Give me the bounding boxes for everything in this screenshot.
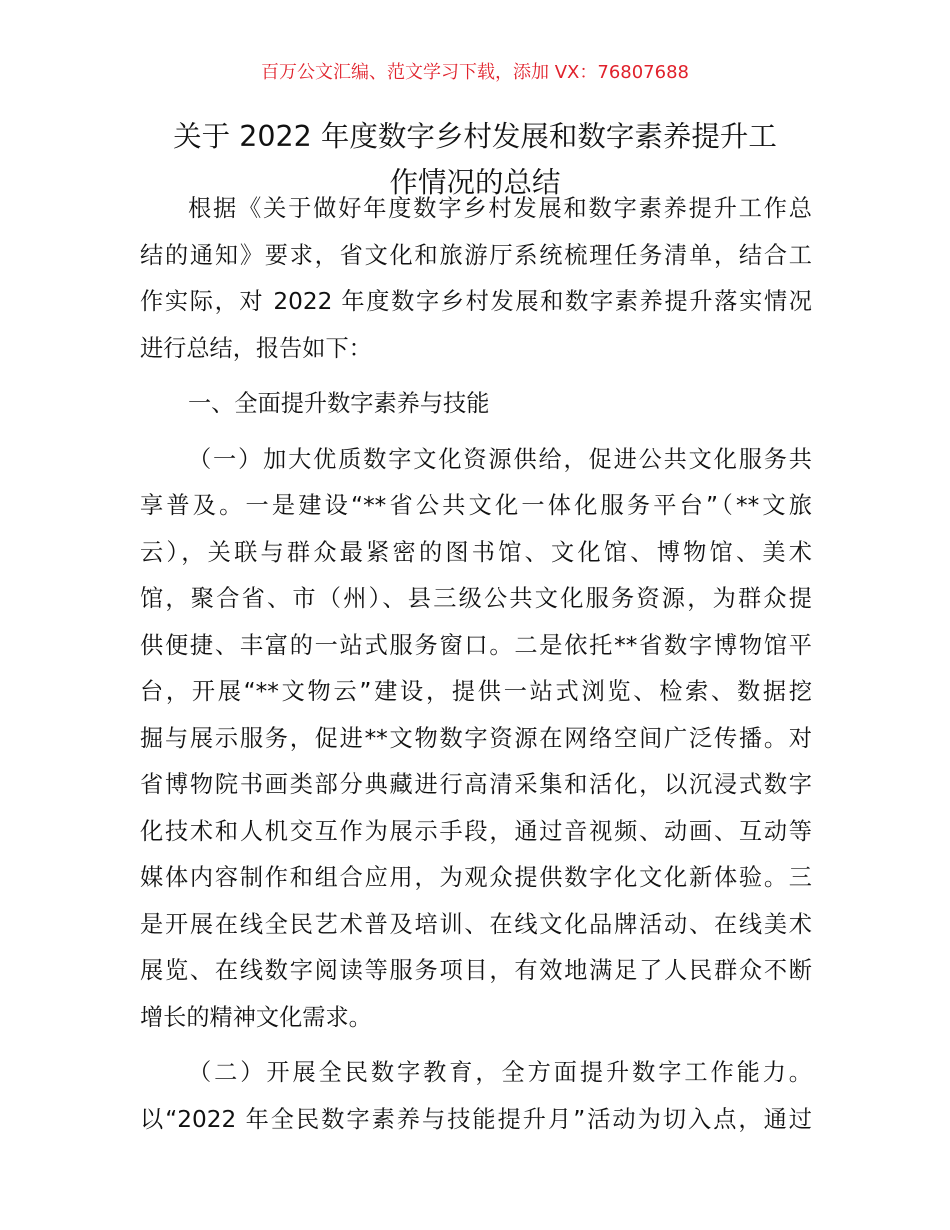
text-line: （一）加大优质数字文化资源供给，促进公共文化服务共 [188, 445, 812, 473]
section-heading [140, 381, 812, 428]
paragraph-gap [140, 428, 812, 437]
text-line: 享普及。一是建设“**省公共文化一体化服务平台”（**文旅 [140, 492, 812, 519]
text-line: 是开展在线全民艺术普及培训、在线文化品牌活动、在线美术 [140, 910, 812, 938]
text-line: 展览、在线数字阅读等服务项目，有效地满足了人民群众不断 [140, 957, 812, 984]
text-line: 结的通知》要求，省文化和旅游厅系统梳理任务清单，结合工 [140, 241, 812, 269]
text-line: 媒体内容制作和组合应用，为观众提供数字化文化新体验。三 [140, 864, 812, 891]
paragraph [140, 437, 812, 1042]
paragraph [140, 186, 812, 372]
text-line: 馆，聚合省、市（州）、县三级公共文化服务资源，为群众提 [140, 585, 812, 612]
paragraph-gap [140, 372, 812, 381]
text-line: 台，开展“**文物云”建设，提供一站式浏览、检索、数据挖 [140, 678, 812, 705]
text-line: 一、全面提升数字素养与技能 [188, 390, 490, 417]
text-line: 增长的精神文化需求。 [140, 1003, 372, 1031]
text-line: 化技术和人机交互作为展示手段，通过音视频、动画、互动等 [140, 817, 812, 845]
text-line: 省博物院书画类部分典藏进行高清采集和活化，以沉浸式数字 [140, 771, 812, 798]
text-line: 供便捷、丰富的一站式服务窗口。二是依托**省数字博物馆平 [140, 631, 812, 659]
watermark-banner: 百万公文汇编、范文学习下载，添加 VX：76807688 [261, 62, 689, 83]
paragraph [140, 1050, 812, 1143]
text-line: 云），关联与群众最紧密的图书馆、文化馆、博物馆、美术 [140, 538, 812, 566]
text-line: 以“2022 年全民数字素养与技能提升月”活动为切入点，通过 [140, 1105, 812, 1133]
text-line: （二）开展全民数字教育，全方面提升数字工作能力。 [188, 1059, 812, 1086]
paragraph-gap [140, 1041, 812, 1050]
text-line: 根据《关于做好年度数字乡村发展和数字素养提升工作总 [188, 195, 812, 222]
text-line: 进行总结，报告如下： [140, 334, 372, 362]
title-line: 关于 2022 年度数字乡村发展和数字素养提升工 [173, 120, 777, 153]
title-line: 作情况的总结 [389, 166, 561, 199]
text-line: 作实际，对 2022 年度数字乡村发展和数字素养提升落实情况 [140, 288, 812, 315]
text-line: 掘与展示服务，促进**文物数字资源在网络空间广泛传播。对 [140, 724, 812, 752]
document-body [140, 186, 812, 1143]
